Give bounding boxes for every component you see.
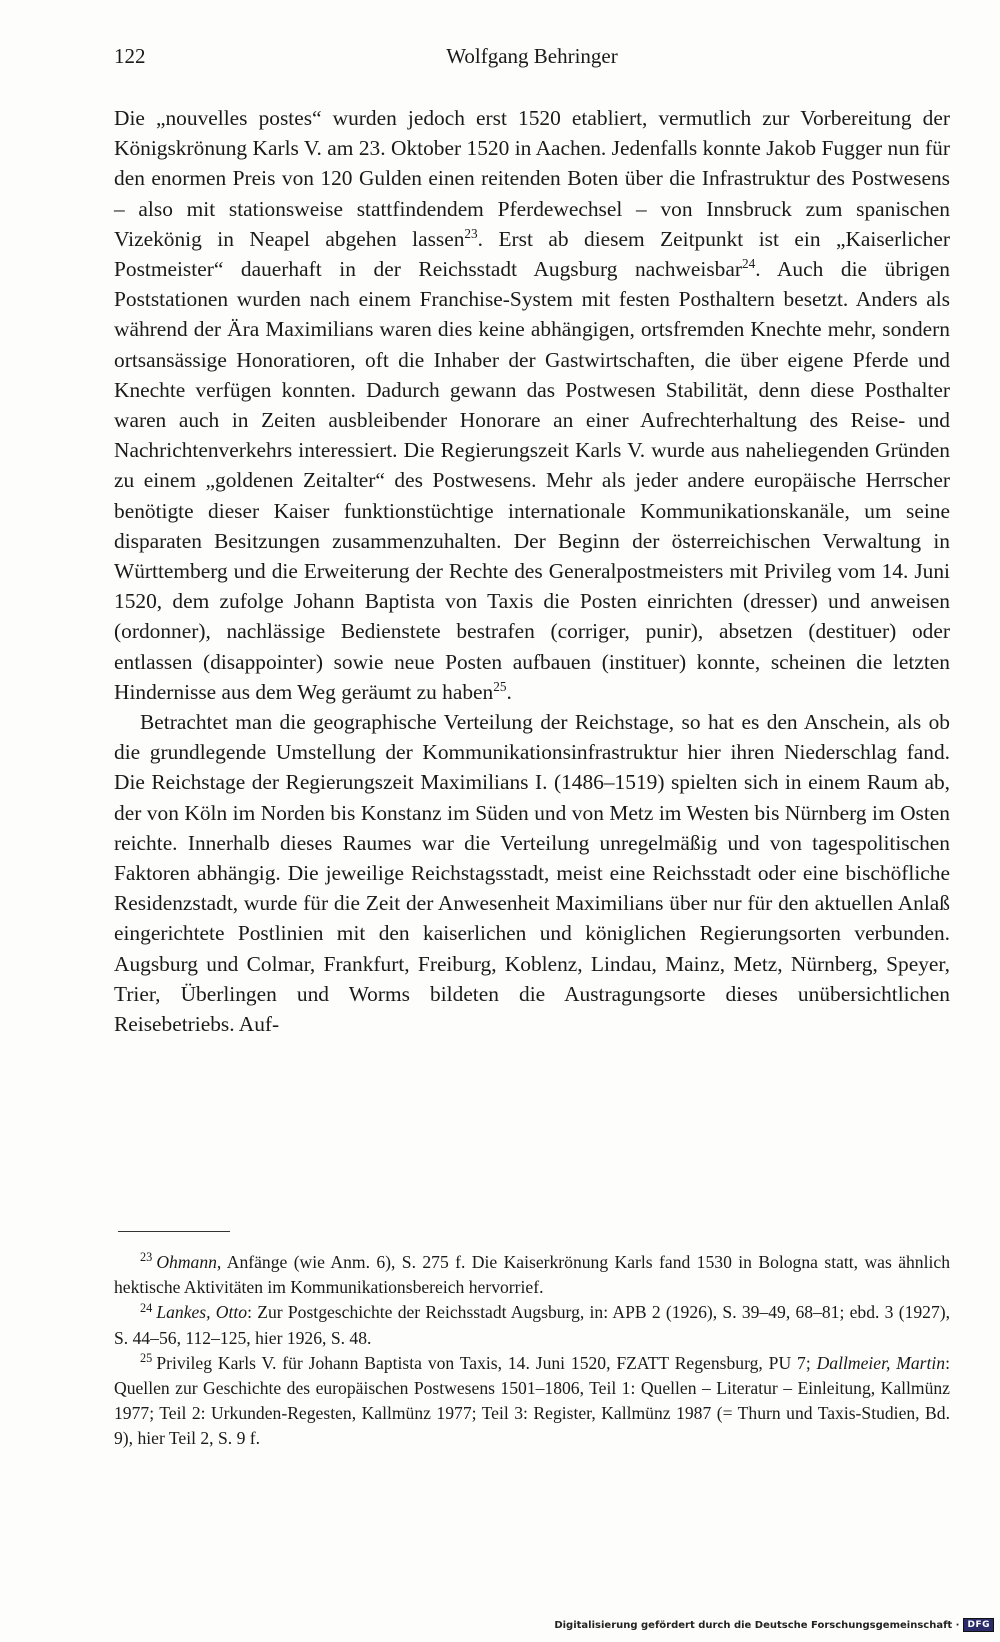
footnote-number: 23 bbox=[140, 1250, 153, 1265]
footnote-ref-24[interactable]: 24 bbox=[741, 255, 756, 271]
page-header bbox=[114, 44, 950, 78]
digitization-credit bbox=[554, 1618, 994, 1632]
footnote-author: Ohmann bbox=[156, 1252, 217, 1272]
dfg-logo: DFG bbox=[963, 1618, 994, 1632]
footnote-25 bbox=[114, 1351, 950, 1452]
footnote-author: Dallmeier, Martin bbox=[816, 1352, 946, 1373]
footnote-pre: Privileg Karls V. für Johann Baptista von Taxis, 14. Juni 1520, FZATT Regensburg, PU 7; bbox=[156, 1352, 817, 1373]
paragraph-1: Die „nouvelles postes“ wurden jedoch erst 1520 etabliert, vermutlich zur Vorbereitung der Königskrönung Karls V. am 23. Oktober 1520 in Aachen. Jedenfalls konnte Jakob Fugger nun für den enormen Preis von 120 Gulden einen reitenden Boten über die Infrastruktur des Postwesens – also mit stationsweise stattfindendem Pferdewechsel – von Innsbruck zum spanischen Vizekönig in Neapel abgehen lassen$^{23}$. Erst ab diesem Zeitpunkt ist ein „Kaiserlicher Postmeister“ dauerhaft in der Reichsstadt Augsburg nachweisbar$^{24}$. Auch die übrigen Poststationen wurden nach einem Franchise-System mit festen Posthaltern besetzt. Anders als während der Ära Maximilians waren dies keine abhängigen, ortsfremden Knechte mehr, sondern ortsansässige Honoratioren, oft die Inhaber der Gastwirtschaften, die über eigene Pferde und Knechte verfügen konnten. Dadurch gewann das Postwesen Stabilität, denn diese Posthalter waren auch in Zeiten ausbleibender Honorare an einer Aufrechterhaltung des Reise- und Nachrichtenverkehrs interessiert. Die Regierungszeit Karls V. wurde aus naheliegenden Gründen zu einem „goldenen Zeitalter“ des Postwesens. Mehr als jeder andere europäische Herrscher benötigte dieser Kaiser funktionstüchtige internationale Kommunikationskanäle, um seine disparaten Besitzungen zusammenzuhalten. Der Beginn der österreichischen Verwaltung in Württemberg und die Erweiterung der Rechte des Generalpostmeisters mit Privileg vom 14. Juni 1520, dem zufolge Johann Baptista von Taxis die Posten einrichten (dresser) und anweisen (ordonner), nachlässige Bedienstete bestrafen (corriger, punir), absetzen (destituer) oder entlassen (disappointer) sowie neue Posten aufbauen (instituer) konnte, scheinen die letzten Hindernisse aus dem Weg geräumt zu haben$^{25}$. bbox=[114, 106, 950, 704]
credit-text: Digitalisierung gefördert durch die Deutsche Forschungsgemeinschaft · bbox=[554, 1619, 960, 1631]
footnote-text: : Quellen zur Geschichte des europäischen Postwesens 1501–1806, Teil 1: Quellen – Literatur – Einleitung, Kallmünz 1977; Teil 2: Urkunden-Regesten, Kallmünz 1977; Teil 3: Register, Kallmünz 1987 (= Thurn und Taxis-Studien, Bd. 9), hier Teil 2, S. 9 f. bbox=[114, 1352, 950, 1449]
footnote-number: 25 bbox=[140, 1350, 153, 1365]
footnote-ref-23[interactable]: 23 bbox=[464, 225, 478, 241]
footnote-author: Lankes, Otto bbox=[156, 1302, 248, 1323]
footnote-text: , Anfänge (wie Anm. 6), S. 275 f. Die Kaiserkrönung Karls fand 1530 in Bologna statt, was ähnlich hektische Aktivitäten im Kommunikationsbereich hervorrief. bbox=[114, 1252, 950, 1298]
footnote-23 bbox=[114, 1250, 950, 1300]
footnote-24 bbox=[114, 1300, 950, 1350]
footnote-ref-25[interactable]: 25 bbox=[493, 678, 507, 694]
running-head: Wolfgang Behringer bbox=[446, 44, 618, 68]
footnotes bbox=[114, 1250, 950, 1452]
footnote-text: : Zur Postgeschichte der Reichsstadt Augsburg, in: APB 2 (1926), S. 39–49, 68–81; ebd. 3 (1927), S. 44–56, 112–125, hier 1926, S. 48. bbox=[114, 1302, 951, 1348]
footnote-divider bbox=[118, 1231, 230, 1232]
footnote-number: 24 bbox=[140, 1300, 153, 1315]
page-number: 122 bbox=[114, 44, 146, 68]
body-text bbox=[114, 103, 950, 1039]
paragraph-2: Betrachtet man die geographische Verteilung der Reichstage, so hat es den Anschein, als ob die grundlegende Umstellung der Kommunikationsinfrastruktur hier ihren Niederschlag fand. Die Reichstage der Regierungszeit Maximilians I. (1486–1519) spielten sich in einem Raum ab, der von Köln im Norden bis Konstanz im Süden und von Metz im Westen bis Nürnberg im Osten reichte. Innerhalb dieses Raumes war die Verteilung unregelmäßig und von tagespolitischen Faktoren abhängig. Die jeweilige Reichstagsstadt, meist eine Reichsstadt oder eine bischöfliche Residenzstadt, wurde für die Zeit der Anwesenheit Maximilians über nur für den aktuellen Anlaß eingerichtete Postlinien mit den kaiserlichen und königlichen Regierungsorten verbunden. Augsburg und Colmar, Frankfurt, Freiburg, Koblenz, Lindau, Mainz, Metz, Nürnberg, Speyer, Trier, Überlingen und Worms bildeten die Austragungsorte dieses unübersichtlichen Reisebetriebs. Auf- bbox=[114, 710, 950, 1037]
